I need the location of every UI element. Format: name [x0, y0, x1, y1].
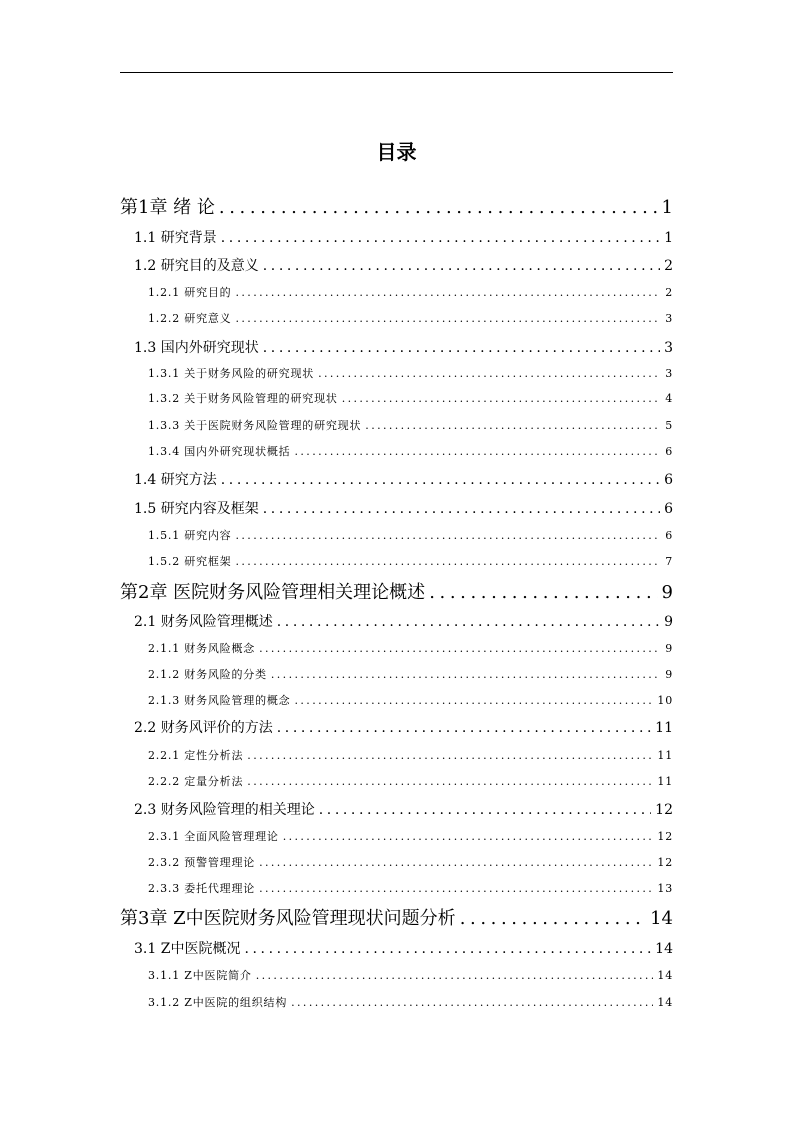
- dot-leader: [319, 802, 651, 818]
- toc-entry-level-3[interactable]: [148, 854, 673, 870]
- toc-entry-page-number: 14: [650, 908, 673, 929]
- toc-entry-page-number: 10: [657, 694, 673, 707]
- dot-leader: [318, 367, 661, 380]
- toc-entry-page-number: 6: [665, 445, 673, 458]
- toc-entry-level-3[interactable]: [148, 417, 673, 433]
- dot-leader: [295, 445, 662, 458]
- toc-entry-level-3[interactable]: [148, 443, 673, 459]
- toc-title: 目录: [376, 140, 417, 164]
- dot-leader: [247, 749, 653, 762]
- dot-leader: [236, 529, 662, 542]
- toc-entry-level-3[interactable]: [148, 692, 673, 708]
- toc-entry-label: 1.2.2 研究意义: [148, 312, 232, 325]
- dot-leader: [221, 472, 660, 488]
- toc-entry-label: 1.3.2 关于财务风险管理的研究现状: [148, 392, 338, 405]
- toc-entry-level-3[interactable]: [148, 640, 673, 656]
- toc-entry-page-number: 6: [664, 472, 673, 488]
- toc-entry-page-number: 9: [664, 614, 673, 630]
- toc-entry-label: 2.1 财务风险管理概述: [134, 614, 273, 630]
- toc-entry-page-number: 9: [661, 582, 673, 603]
- dot-leader: [365, 419, 661, 432]
- toc-entry-page-number: 11: [657, 775, 673, 788]
- toc-entry-level-2[interactable]: [134, 717, 673, 737]
- toc-entry-level-3[interactable]: [148, 390, 673, 406]
- dot-leader: [259, 882, 653, 895]
- toc-entry-level-2[interactable]: [134, 938, 673, 958]
- toc-entry-page-number: 9: [665, 668, 673, 681]
- toc-entry-page-number: 3: [665, 312, 673, 325]
- dot-leader: [271, 668, 661, 681]
- toc-entry-level-3[interactable]: [148, 284, 673, 300]
- toc-entry-label: 3.1.1 Z中医院简介: [148, 969, 252, 982]
- toc-entry-label: 2.1.1 财务风险概念: [148, 642, 256, 655]
- toc-entry-level-3[interactable]: [148, 994, 673, 1010]
- dot-leader: [291, 996, 653, 1009]
- dot-leader: [460, 908, 646, 929]
- dot-leader: [236, 555, 662, 568]
- toc-entry-label: 2.3 财务风险管理的相关理论: [134, 802, 315, 818]
- toc-entry-label: 第3章 Z中医院财务风险管理现状问题分析: [120, 908, 456, 929]
- dot-leader: [221, 230, 660, 246]
- toc-entry-label: 1.2.1 研究目的: [148, 286, 232, 299]
- toc-entry-level-3[interactable]: [148, 773, 673, 789]
- dot-leader: [259, 856, 653, 869]
- toc-entry-label: 2.2.2 定量分析法: [148, 775, 244, 788]
- toc-entry-level-3[interactable]: [148, 828, 673, 844]
- toc-entry-page-number: 2: [665, 286, 673, 299]
- toc-entry-level-1[interactable]: [120, 578, 673, 604]
- dot-leader: [277, 614, 660, 630]
- header-rule: [120, 72, 673, 73]
- dot-leader: [263, 258, 660, 274]
- toc-entry-page-number: 14: [657, 969, 673, 982]
- toc-entry-page-number: 3: [664, 340, 673, 356]
- dot-leader: [295, 694, 654, 707]
- toc-entry-page-number: 12: [657, 830, 673, 843]
- toc-entry-label: 1.3.3 关于医院财务风险管理的研究现状: [148, 419, 362, 432]
- toc-entry-label: 第2章 医院财务风险管理相关理论概述: [120, 582, 426, 603]
- toc-entry-page-number: 14: [655, 941, 673, 957]
- toc-entry-page-number: 12: [657, 856, 673, 869]
- dot-leader: [244, 941, 651, 957]
- toc-entry-page-number: 12: [655, 802, 673, 818]
- toc-entry-level-2[interactable]: [134, 469, 673, 489]
- dot-leader: [263, 340, 660, 356]
- toc-entry-label: 第1章 绪 论: [120, 197, 215, 218]
- toc-entry-level-2[interactable]: [134, 498, 673, 518]
- toc-entry-level-3[interactable]: [148, 553, 673, 569]
- toc-entry-label: 2.1.2 财务风险的分类: [148, 668, 267, 681]
- toc-entry-level-1[interactable]: [120, 904, 673, 930]
- toc-entry-level-3[interactable]: [148, 310, 673, 326]
- toc-entry-page-number: 9: [665, 642, 673, 655]
- dot-leader: [247, 775, 653, 788]
- toc-entry-level-2[interactable]: [134, 337, 673, 357]
- toc-entry-page-number: 14: [657, 996, 673, 1009]
- toc-entry-level-3[interactable]: [148, 527, 673, 543]
- toc-entry-label: 1.3 国内外研究现状: [134, 340, 259, 356]
- toc-entry-level-3[interactable]: [148, 967, 673, 983]
- dot-leader: [277, 720, 651, 736]
- toc-entry-label: 1.1 研究背景: [134, 230, 217, 246]
- toc-entry-page-number: 11: [657, 749, 673, 762]
- dot-leader: [236, 286, 662, 299]
- toc-entry-label: 1.3.4 国内外研究现状概括: [148, 445, 291, 458]
- toc-entry-label: 2.3.2 预警管理理论: [148, 856, 256, 869]
- toc-entry-label: 2.1.3 财务风险管理的概念: [148, 694, 291, 707]
- dot-leader: [256, 969, 654, 982]
- toc-entry-level-3[interactable]: [148, 747, 673, 763]
- toc-entry-label: 2.3.3 委托代理理论: [148, 882, 256, 895]
- dot-leader: [263, 501, 660, 517]
- toc-entry-label: 3.1 Z中医院概况: [134, 941, 241, 957]
- toc-entry-page-number: 13: [657, 882, 673, 895]
- toc-entry-page-number: 6: [664, 501, 673, 517]
- dot-leader: [283, 830, 654, 843]
- toc-entry-label: 1.5 研究内容及框架: [134, 501, 259, 517]
- toc-entry-level-3[interactable]: [148, 880, 673, 896]
- toc-entry-page-number: 2: [664, 258, 673, 274]
- toc-entry-label: 3.1.2 Z中医院的组织结构: [148, 996, 288, 1009]
- toc-entry-label: 2.2.1 定性分析法: [148, 749, 244, 762]
- toc-entry-label: 1.5.1 研究内容: [148, 529, 232, 542]
- toc-entry-label: 2.3.1 全面风险管理理论: [148, 830, 279, 843]
- toc-entry-page-number: 4: [665, 392, 673, 405]
- toc-entry-page-number: 5: [665, 419, 673, 432]
- toc-entry-label: 1.3.1 关于财务风险的研究现状: [148, 367, 315, 380]
- toc-entry-page-number: 1: [664, 230, 673, 246]
- toc-entry-label: 2.2 财务风评价的方法: [134, 720, 273, 736]
- toc-entry-label: 1.5.2 研究框架: [148, 555, 232, 568]
- toc-entry-level-2[interactable]: [134, 799, 673, 819]
- toc-entry-page-number: 1: [661, 197, 673, 218]
- toc-entry-level-1[interactable]: [120, 193, 673, 219]
- toc-entry-page-number: 6: [665, 529, 673, 542]
- toc-entry-label: 1.4 研究方法: [134, 472, 217, 488]
- dot-leader: [219, 197, 658, 218]
- dot-leader: [236, 312, 662, 325]
- toc-entry-page-number: 7: [665, 555, 673, 568]
- toc-entry-level-2[interactable]: [134, 255, 673, 275]
- toc-entry-page-number: 11: [655, 720, 673, 736]
- toc-entry-label: 1.2 研究目的及意义: [134, 258, 259, 274]
- dot-leader: [259, 642, 661, 655]
- toc-entry-level-2[interactable]: [134, 227, 673, 247]
- dot-leader: [429, 582, 657, 603]
- toc-entry-level-2[interactable]: [134, 611, 673, 631]
- toc-entry-level-3[interactable]: [148, 365, 673, 381]
- dot-leader: [342, 392, 662, 405]
- toc-entry-level-3[interactable]: [148, 666, 673, 682]
- toc-entry-page-number: 3: [665, 367, 673, 380]
